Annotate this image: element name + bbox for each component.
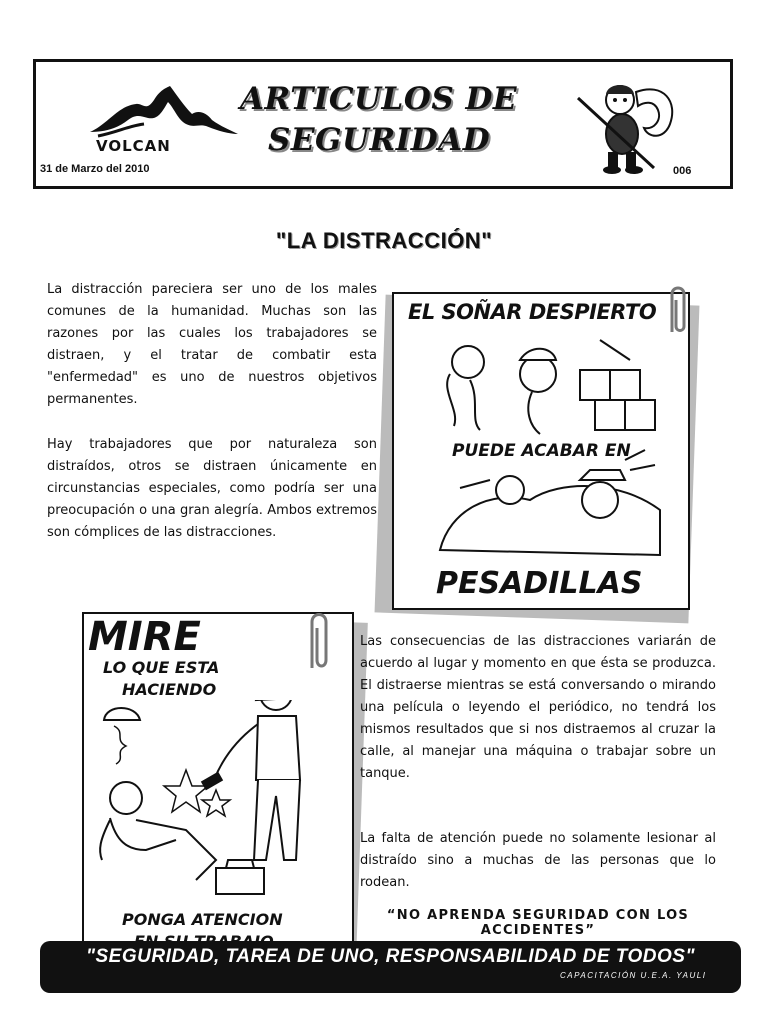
paperclip-icon: [304, 608, 334, 676]
paragraph-4: La falta de atención puede no solamente lesionar al distraído sino a muchas de las personas que lo rodean.: [360, 831, 716, 890]
article-title: "LA DISTRACCIÓN": [275, 228, 493, 253]
poster2-heading: MIRE: [88, 614, 201, 660]
footer-subtitle: CAPACITACIÓN U.E.A. YAULI: [560, 971, 707, 980]
paragraph-1: La distracción pareciera ser uno de los males comunes de la humanidad. Muchas son las razones por las cuales los trabajadores se distraen, y el tratar de combatir esta "enfermedad" es uno de nuestros objetivos permanentes.: [47, 282, 377, 407]
issue-number: 006: [673, 165, 692, 177]
squirrel-mascot-icon: [574, 72, 682, 176]
footer-slogan: "SEGURIDAD, TAREA DE UNO, RESPONSABILIDAD DE TODOS": [86, 946, 695, 967]
poster2-footer-line1: PONGA ATENCION: [122, 910, 283, 929]
paragraph-3: Las consecuencias de las distracciones variarán de acuerdo al lugar y momento en que ésta se produzca. El distraerse mientras se está conversando o mirando una película o leyendo el periódico, no tendrá los mismos resultados que si nos distraemos al cruzar la calle, al manejar una máquina o trabajar sobre un tanque.: [360, 634, 716, 781]
issue-date: 31 de Marzo del 2010: [40, 163, 150, 175]
paperclip-icon: [664, 282, 692, 340]
poster1-middle-text: PUEDE ACABAR EN: [452, 441, 631, 461]
newsletter-title-line2: SEGURIDAD: [268, 122, 491, 158]
poster2-line2: LO QUE ESTA: [103, 658, 220, 677]
newsletter-title-line1: ARTICULOS DE: [240, 81, 518, 117]
poster1-heading: EL SOÑAR DESPIERTO: [408, 300, 657, 324]
company-name: VOLCAN: [96, 137, 171, 155]
poster1-bottom-text: PESADILLAS: [436, 566, 643, 601]
worker-accident-cartoon-illustration: [96, 700, 344, 908]
poster2-line3: HACIENDO: [122, 680, 217, 699]
closing-quote: “NO APRENDA SEGURIDAD CON LOS ACCIDENTES”: [386, 908, 690, 938]
paragraph-2: Hay trabajadores que por naturaleza son distraídos, otros se distraen únicamente en circunstancias especiales, como podría ser una preocupación o una gran alegría. Ambos extremos son cómplices de las distracciones.: [47, 437, 377, 540]
